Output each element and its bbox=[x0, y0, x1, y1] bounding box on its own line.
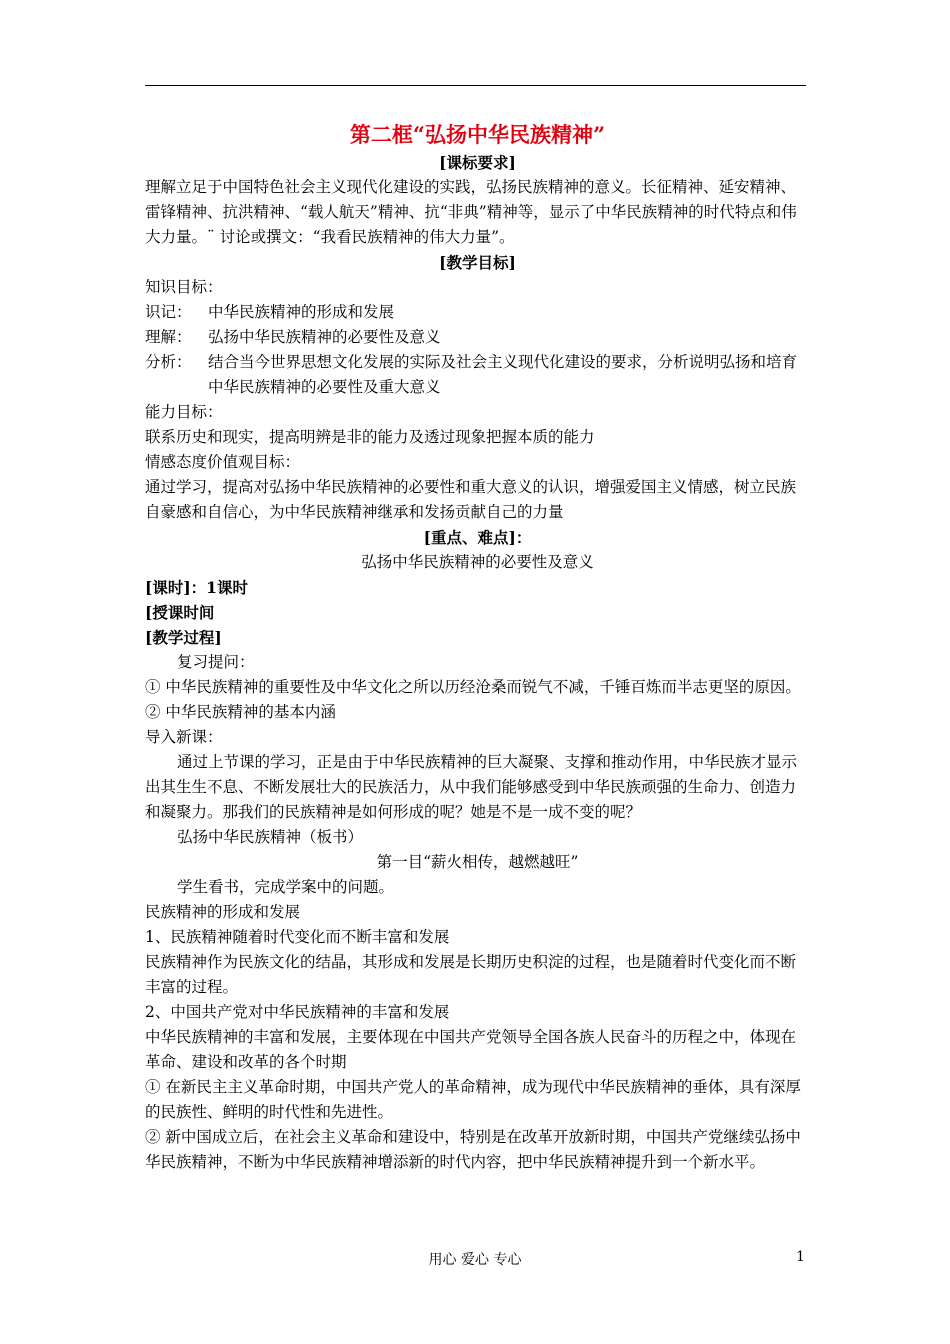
intro-text: 通过上节课的学习，正是由于中华民族精神的巨大凝聚、支撑和推动作用，中华民族才显示出其生生不息、不断发展壮大的民族活力，从中我们能够感受到中华民族顽强的生命力、创造力和凝聚力。那我们的民族精神是如何形成的呢？她是不是一成不变的呢？ bbox=[145, 753, 798, 821]
recall-item bbox=[145, 300, 810, 325]
lesson-time: [课时]：1课时 bbox=[145, 578, 248, 597]
process-heading: [教学过程] bbox=[145, 628, 222, 647]
ability-text: 联系历史和现实，提高明辨是非的能力及透过现象把握本质的能力 bbox=[145, 428, 595, 446]
review-label: 复习提问： bbox=[177, 653, 255, 671]
topic-heading: 民族精神的形成和发展 bbox=[145, 903, 301, 921]
board-note: 弘扬中华民族精神（板书） bbox=[177, 828, 364, 846]
point-2-item-b: ② 新中国成立后，在社会主义革命和建设中，特别是在改革开放新时期，中国共产党继续弘扬中华民族精神，不断为中华民族精神增添新的时代内容，把中华民族精神提升到一个新水平。 bbox=[145, 1128, 801, 1171]
ability-label: 能力目标： bbox=[145, 403, 223, 421]
review-question-1: ① 中华民族精神的重要性及中华文化之所以历经沧桑而锐气不减，千锤百炼而半志更坚的原因。 bbox=[145, 678, 801, 696]
page-number: 1 bbox=[796, 1249, 805, 1265]
analyze-text: 结合当今世界思想文化发展的实际及社会主义现代化建设的要求，分析说明弘扬和培育中华民族精神的必要性及重大意义 bbox=[208, 353, 798, 396]
emotion-text: 通过学习，提高对弘扬中华民族精神的必要性和重大意义的认识，增强爱国主义情感，树立民族自豪感和自信心，为中华民族精神继承和发扬贡献自己的力量 bbox=[145, 478, 797, 521]
point-2-text: 中华民族精神的丰富和发展，主要体现在中国共产党领导全国各族人民奋斗的历程之中，体现在革命、建设和改革的各个时期 bbox=[145, 1028, 797, 1071]
read-instruction: 学生看书，完成学案中的问题。 bbox=[177, 878, 395, 896]
goals-heading: [教学目标] bbox=[439, 253, 516, 272]
point-2-title: 2、中国共产党对中华民族精神的丰富和发展 bbox=[145, 1003, 450, 1021]
standard-heading: [课标要求] bbox=[439, 153, 516, 172]
point-2-item-a: ① 在新民主主义革命时期，中国共产党人的革命精神，成为现代中华民族精神的垂体，具有深厚的民族性、鲜明的时代性和先进性。 bbox=[145, 1078, 801, 1121]
analyze-label: 分析： bbox=[145, 353, 192, 371]
understand-label: 理解： bbox=[145, 328, 192, 346]
document-body bbox=[145, 120, 810, 1175]
footer-motto: 用心 爱心 专心 bbox=[428, 1252, 522, 1268]
point-1-title: 1、民族精神随着时代变化而不断丰富和发展 bbox=[145, 928, 450, 946]
section-heading: 第一目“薪火相传，越燃越旺” bbox=[376, 853, 579, 871]
recall-text: 中华民族精神的形成和发展 bbox=[208, 303, 395, 321]
understand-text: 弘扬中华民族精神的必要性及意义 bbox=[208, 328, 441, 346]
review-question-2: ② 中华民族精神的基本内涵 bbox=[145, 703, 336, 721]
key-points-heading: [重点、难点]： bbox=[423, 528, 532, 547]
understand-item bbox=[145, 325, 810, 350]
standard-text: 理解立足于中国特色社会主义现代化建设的实践，弘扬民族精神的意义。长征精神、延安精神、雷锋精神、抗洪精神、“载人航天”精神、抗“非典”精神等，显示了中华民族精神的时代特点和伟大力量。¨ 讨论或撰文：“我看民族精神的伟大力量”。 bbox=[145, 178, 797, 246]
key-points-text: 弘扬中华民族精神的必要性及意义 bbox=[361, 553, 594, 571]
analyze-item bbox=[145, 350, 810, 400]
intro-label: 导入新课： bbox=[145, 728, 223, 746]
header-rule bbox=[145, 85, 806, 86]
teaching-time: [授课时间 bbox=[145, 603, 215, 622]
knowledge-label: 知识目标： bbox=[145, 278, 223, 296]
recall-label: 识记： bbox=[145, 303, 192, 321]
point-1-text: 民族精神作为民族文化的结晶，其形成和发展是长期历史积淀的过程，也是随着时代变化而不断丰富的过程。 bbox=[145, 953, 797, 996]
page-title: 第二框“弘扬中华民族精神” bbox=[349, 122, 606, 147]
emotion-label: 情感态度价值观目标： bbox=[145, 453, 301, 471]
